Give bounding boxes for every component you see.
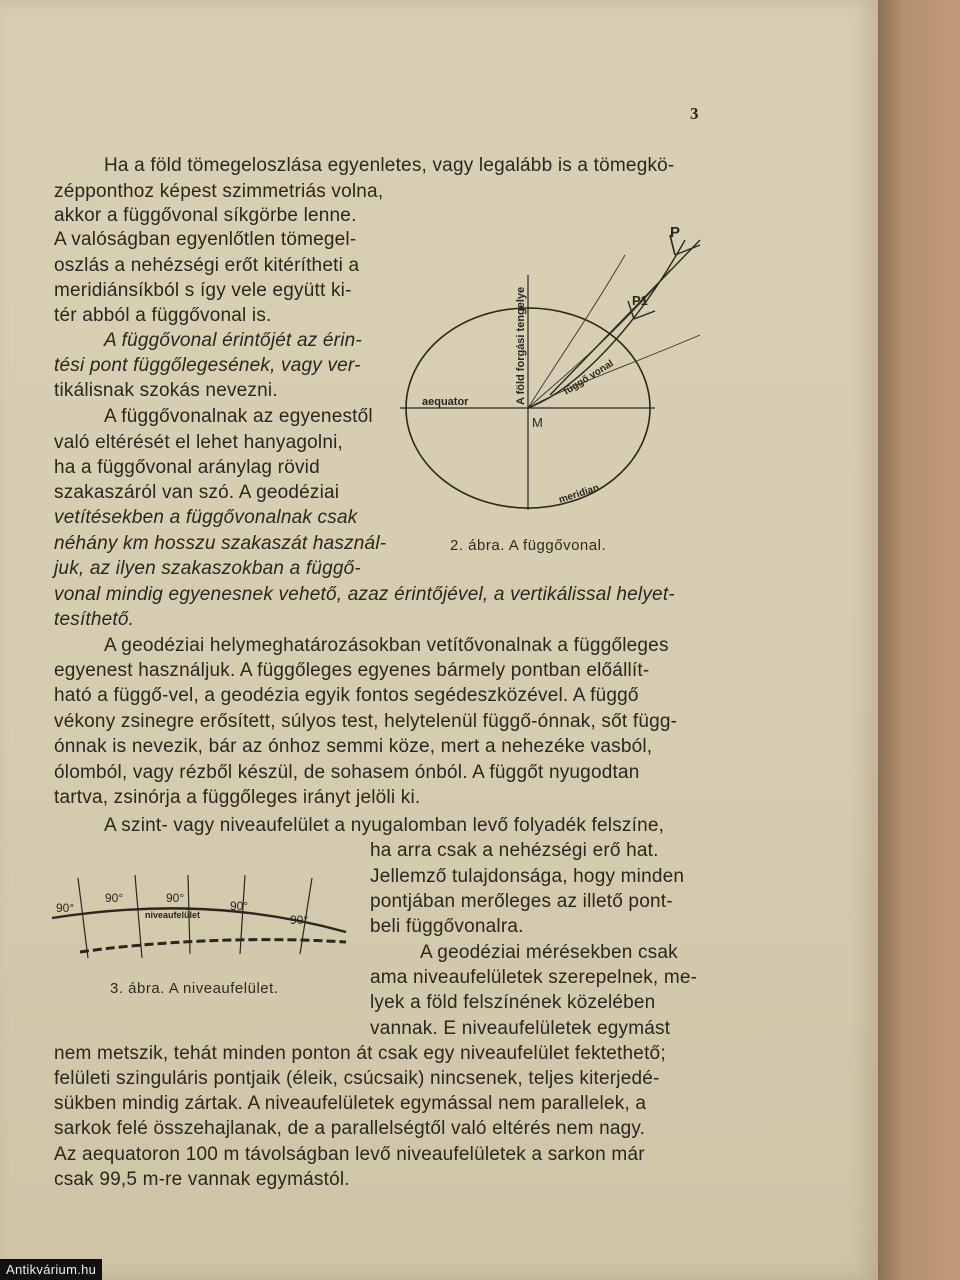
angle-label: 90° (105, 891, 124, 905)
figure3-caption: 3. ábra. A niveaufelület. (110, 980, 279, 997)
angle-label: 90° (290, 913, 309, 927)
figure2-caption: 2. ábra. A függővonal. (450, 537, 607, 554)
text-line: sükben mindig zártak. A niveaufelületek egymással nem parallelek, a (54, 1093, 647, 1114)
text-line: nem metszik, tehát minden ponton át csak egy niveaufelület fektethető; (54, 1043, 666, 1064)
text-line: beli függővonalra. (370, 916, 524, 937)
book-spine-edge (878, 0, 960, 1280)
text-line: való eltérését el lehet hanyagolni, (54, 432, 344, 453)
angle-label: 90° (56, 901, 75, 915)
text-line: Ha a föld tömegeloszlása egyenletes, vagy legalább is a tömegkö- (104, 155, 675, 176)
surface-label: niveaufelület (145, 910, 201, 920)
text-line: Az aequatoron 100 m távolságban levő niveaufelületek a sarkon már (54, 1144, 645, 1165)
tangent-line (550, 240, 700, 398)
text-line: A szint- vagy niveaufelület a nyugalomban levő folyadék felszíne, (104, 815, 665, 836)
text-line: vékony zsinegre erősített, súlyos test, helytelenül függő-ónnak, sőt függ- (54, 711, 678, 732)
watermark: Antikvárium.hu (0, 1259, 102, 1280)
text-line: zépponthoz képest szimmetriás volna, (54, 181, 384, 202)
text-line: pontjában merőleges az illető pont- (370, 891, 673, 912)
center-label: M (532, 415, 543, 430)
point-p1-label: P1 (632, 293, 648, 308)
text-line: akkor a függővonal síkgörbe lenne. (54, 205, 357, 226)
axis-label: A föld forgási tengelye (515, 286, 527, 405)
text-line: meridiánsíkból s így vele együtt ki- (54, 280, 352, 301)
text-line: felületi szinguláris pontjaik (éleik, csúcsaik) nincsenek, teljes kiterjedé- (54, 1068, 660, 1089)
text-line: ama niveaufelületek szerepelnek, me- (370, 967, 698, 988)
text-line: ólomból, vagy rézből készül, de sohasem ónból. A függőt nyugodtan (54, 762, 640, 783)
figure-level-surface (50, 870, 350, 970)
text-line: vannak. E niveaufelületek egymást (370, 1018, 671, 1039)
curve-line (528, 335, 700, 408)
text-line: egyenest használjuk. A függőleges egyenes bármely pontban előállít- (54, 660, 650, 681)
text-line: A függővonalnak az egyenestől (104, 406, 373, 427)
text-line: csak 99,5 m-re vannak egymástól. (54, 1169, 350, 1190)
text-line: A függővonal érintőjét az érin- (104, 330, 362, 351)
text-line: tesíthető. (54, 609, 135, 630)
text-line: ha a függővonal aránylag rövid (54, 457, 320, 478)
angle-label: 90° (230, 899, 249, 913)
text-line: oszlás a nehézségi erőt kitérítheti a (54, 255, 360, 276)
text-line: néhány km hosszu szakaszát használ- (54, 533, 387, 554)
text-line: tartva, zsinórja a függőleges irányt jelöli ki. (54, 787, 421, 808)
text-line: ható a függő-vel, a geodézia egyik fontos segédeszközével. A függő (54, 685, 639, 706)
plumb-label: függő vonal (561, 358, 616, 398)
ground-surface (80, 940, 346, 952)
point-p-label: P (670, 224, 681, 241)
text-line: Jellemző tulajdonsága, hogy minden (370, 866, 685, 887)
aequator-label: aequator (422, 396, 469, 408)
meridian-label: meridian (557, 482, 601, 506)
text-line: A geodéziai mérésekben csak (420, 942, 678, 963)
text-line: vetítésekben a függővonalnak csak (54, 507, 358, 528)
angle-label: 90° (166, 891, 185, 905)
figure-plumb-line (400, 215, 740, 506)
text-line: A valóságban egyenlőtlen tömegel- (54, 229, 357, 250)
text-line: tikálisnak szokás nevezni. (54, 380, 278, 401)
plumb-line-curve (528, 240, 685, 408)
text-line: sarkok felé összehajlanak, de a parallelségtől való eltérés nem nagy. (54, 1118, 646, 1139)
text-line: ha arra csak a nehézségi erő hat. (370, 840, 659, 861)
text-line: lyek a föld felszínének közelében (370, 992, 656, 1013)
curve-line (528, 270, 670, 408)
text-line: juk, az ilyen szakaszokban a függő- (54, 558, 361, 579)
text-line: tési pont függőlegesének, vagy ver- (54, 355, 361, 376)
page-number: 3 (690, 104, 699, 123)
text-line: A geodéziai helymeghatározásokban vetítővonalnak a függőleges (104, 635, 669, 656)
text-line: tér abból a függővonal is. (54, 305, 272, 326)
text-line: ónnak is nevezik, bár az ónhoz semmi köze, mert a nehezéke vasból, (54, 736, 653, 757)
text-line: szakaszáról van szó. A geodéziai (54, 482, 340, 503)
text-line: vonal mindig egyenesnek vehető, azaz érintőjével, a vertikálissal helyet- (54, 584, 675, 605)
